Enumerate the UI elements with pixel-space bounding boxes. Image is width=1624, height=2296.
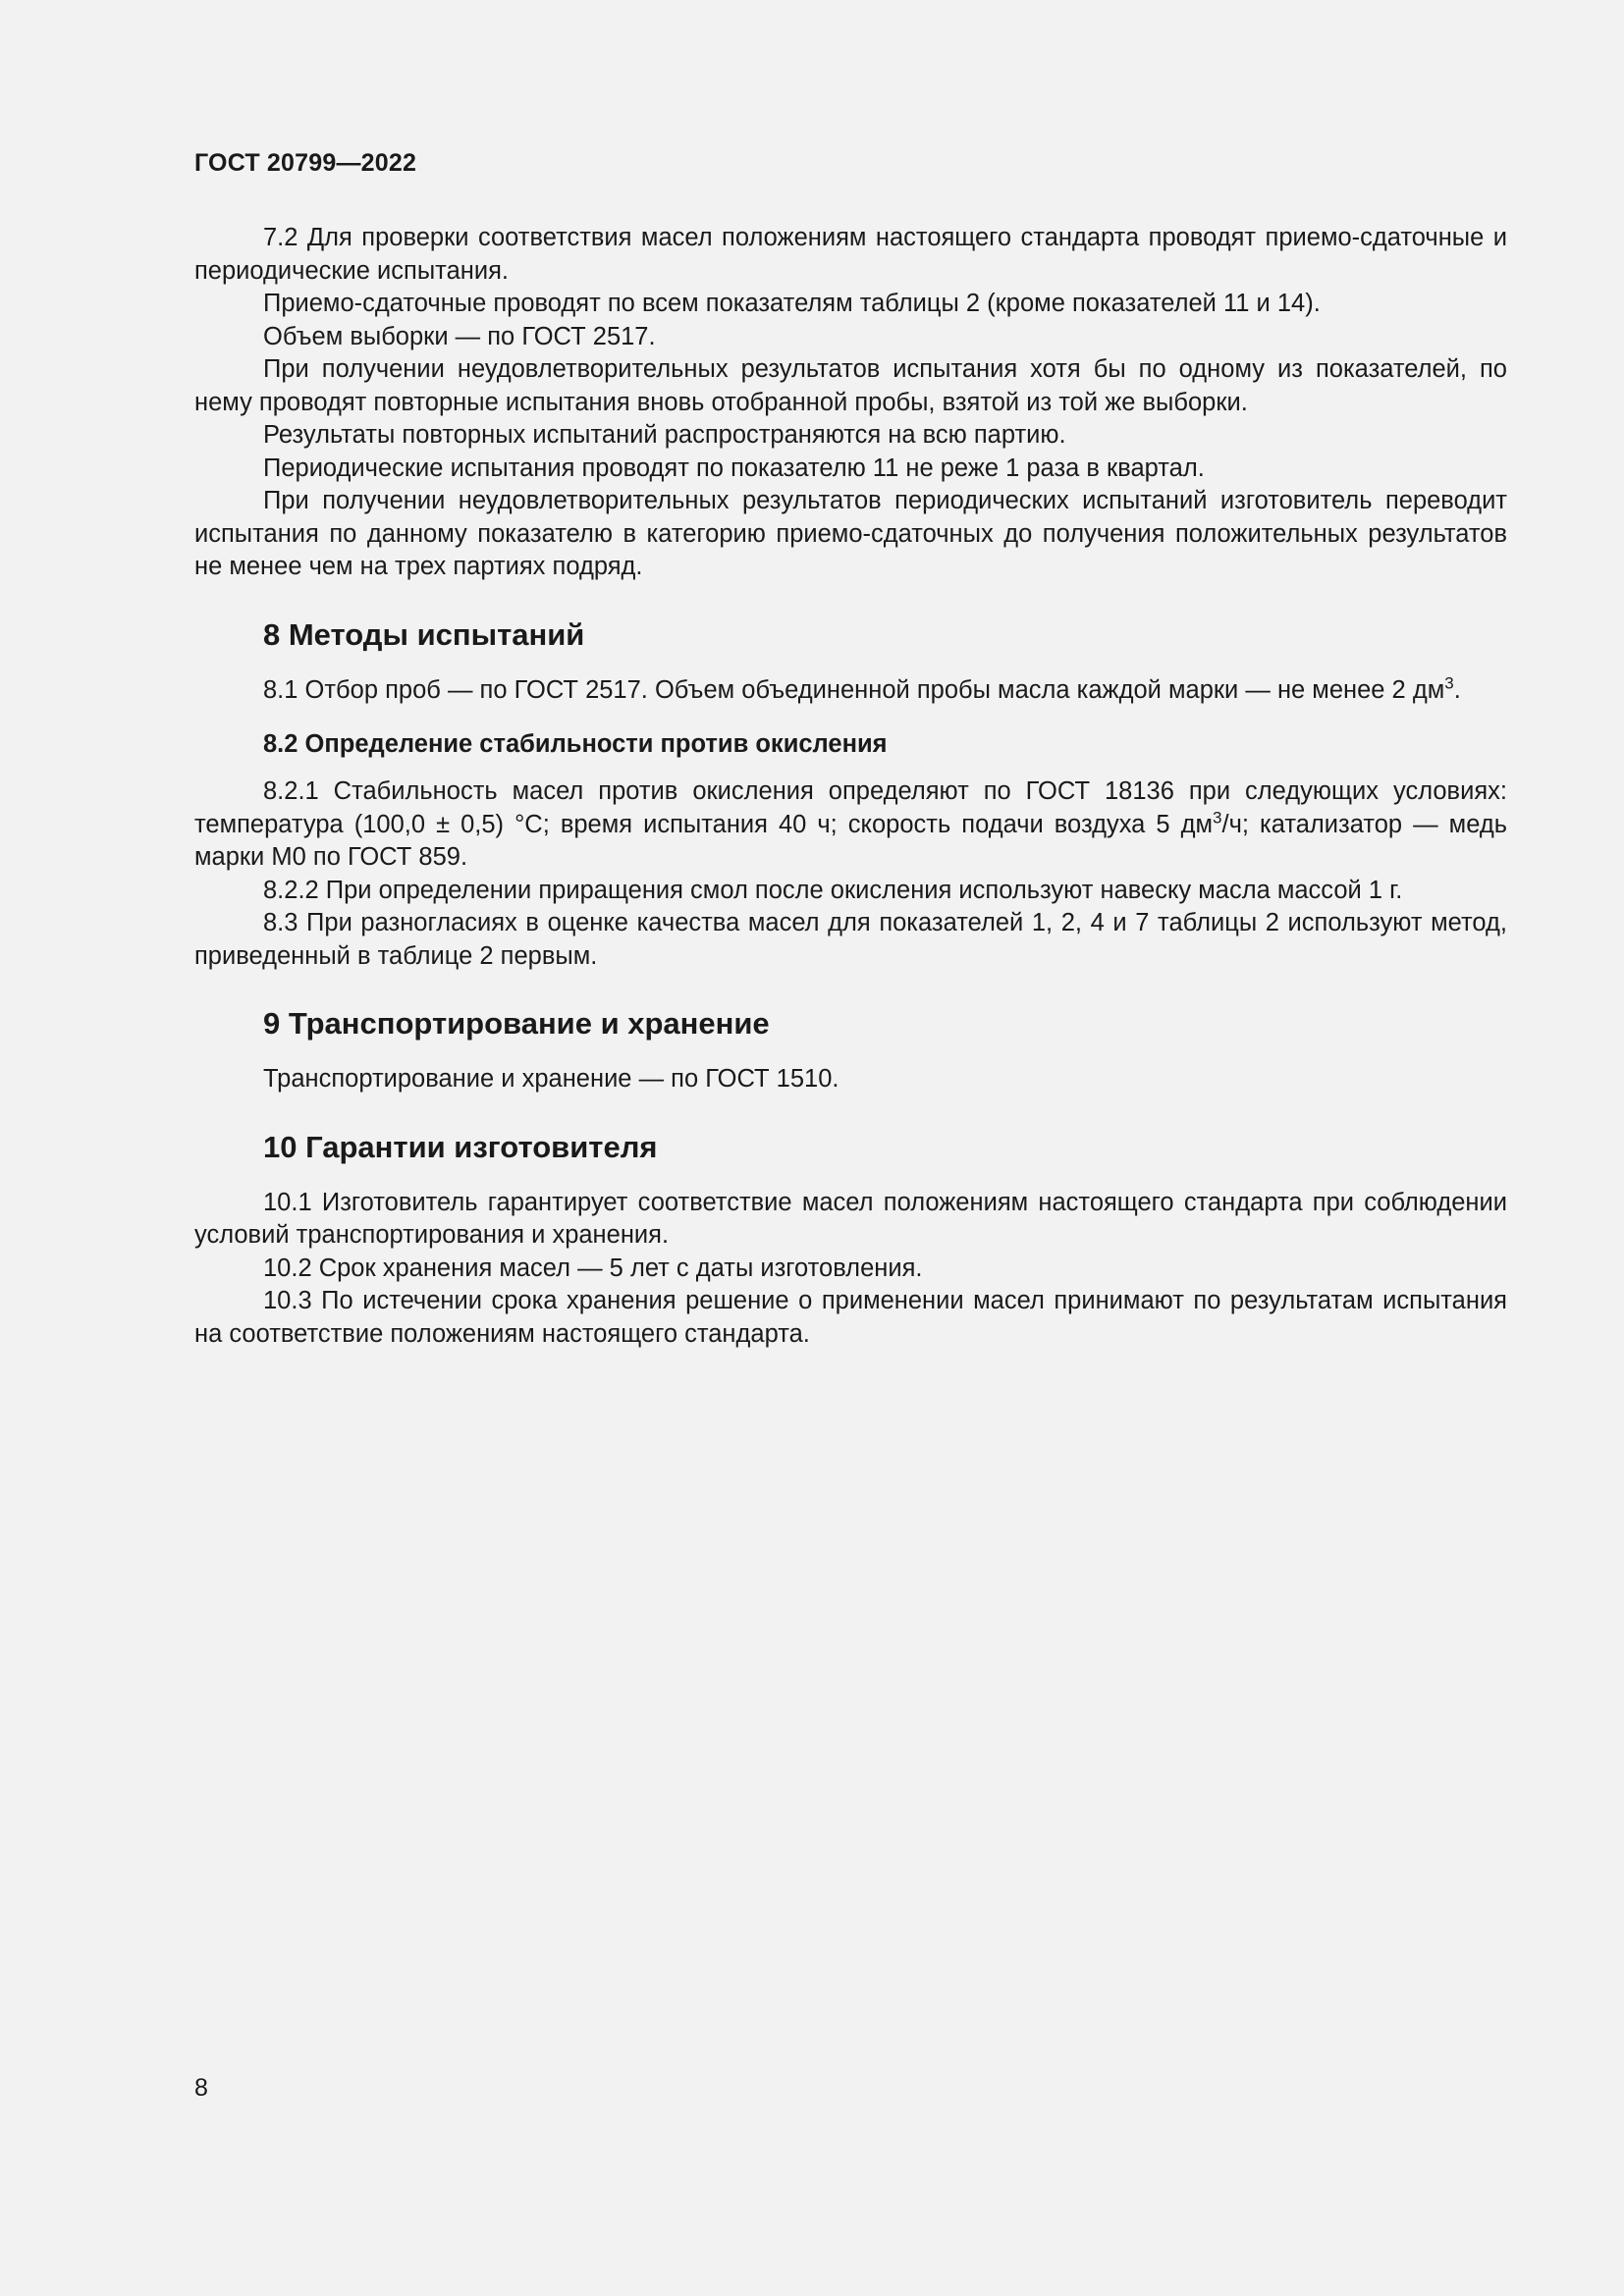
paragraph-retest-results: Результаты повторных испытаний распространяются на всю партию. [263, 421, 1066, 449]
document-body [194, 222, 1507, 1351]
paragraph-8-2-1 [194, 775, 1507, 875]
section-heading-transport-storage: 9 Транспортирование и хранение [263, 1006, 770, 1041]
paragraph-10-1: 10.1 Изготовитель гарантирует соответствие масел положениям настоящего стандарта при соблюдении условий транспортирования и хранения. [194, 1188, 1507, 1249]
section-heading-manufacturer-guarantee: 10 Гарантии изготовителя [263, 1129, 658, 1164]
paragraph-8-1 [194, 674, 1507, 708]
paragraph-8-1-text: 8.1 Отбор проб — по ГОСТ 2517. Объем объединенной пробы масла каждой марки — не менее 2 дм [263, 675, 1445, 704]
superscript-cubic: 3 [1444, 673, 1454, 692]
paragraph-10-3: 10.3 По истечении срока хранения решение о применении масел принимают по результатам испытания на соответствие положениям настоящего стандарта. [194, 1287, 1507, 1348]
paragraph-8-2-1-text-b: /ч; катализатор — медь марки М0 по ГОСТ 859. [194, 810, 1507, 871]
document-header-id: ГОСТ 20799—2022 [194, 149, 417, 177]
paragraph-sample-size: Объем выборки — по ГОСТ 2517. [263, 322, 656, 350]
paragraph-periodic-failure: При получении неудовлетворительных результатов периодических испытаний изготовитель переводит испытания по данному показателю в категорию приемо-сдаточных до получения положительных результатов не менее чем на трех партиях подряд. [194, 487, 1507, 580]
page-number: 8 [194, 2074, 208, 2102]
paragraph-periodic-tests: Периодические испытания проводят по показателю 11 не реже 1 раза в квартал. [263, 454, 1205, 482]
section-heading-test-methods: 8 Методы испытаний [263, 616, 585, 652]
superscript-cubic: 3 [1213, 808, 1222, 827]
subsection-heading-oxidation-stability: 8.2 Определение стабильности против окисления [263, 730, 888, 758]
paragraph-8-2-1-text-a: 8.2.1 Стабильность масел против окисления определяют по ГОСТ 18136 при следующих условиях: температура (100,0 ± 0,5) °C; время испытания 40 ч; скорость подачи воздуха 5 дм [194, 777, 1507, 838]
paragraph-8-1-end: . [1453, 675, 1461, 704]
paragraph-acceptance-tests: Приемо-сдаточные проводят по всем показателям таблицы 2 (кроме показателей 11 и 14). [263, 290, 1321, 317]
paragraph-8-2-2: 8.2.2 При определении приращения смол после окисления используют навеску масла массой 1 г. [263, 876, 1403, 904]
paragraph-8-3: 8.3 При разногласиях в оценке качества масел для показателей 1, 2, 4 и 7 таблицы 2 используют метод, приведенный в таблице 2 первым. [194, 909, 1507, 970]
paragraph-transport-storage: Транспортирование и хранение — по ГОСТ 1510. [263, 1065, 839, 1093]
paragraph-7-2: 7.2 Для проверки соответствия масел положениям настоящего стандарта проводят приемо-сдаточные и периодические испытания. [194, 224, 1507, 285]
paragraph-10-2: 10.2 Срок хранения масел — 5 лет с даты изготовления. [263, 1254, 923, 1282]
paragraph-retest: При получении неудовлетворительных результатов испытания хотя бы по одному из показателей, по нему проводят повторные испытания вновь отобранной пробы, взятой из той же выборки. [194, 355, 1507, 416]
